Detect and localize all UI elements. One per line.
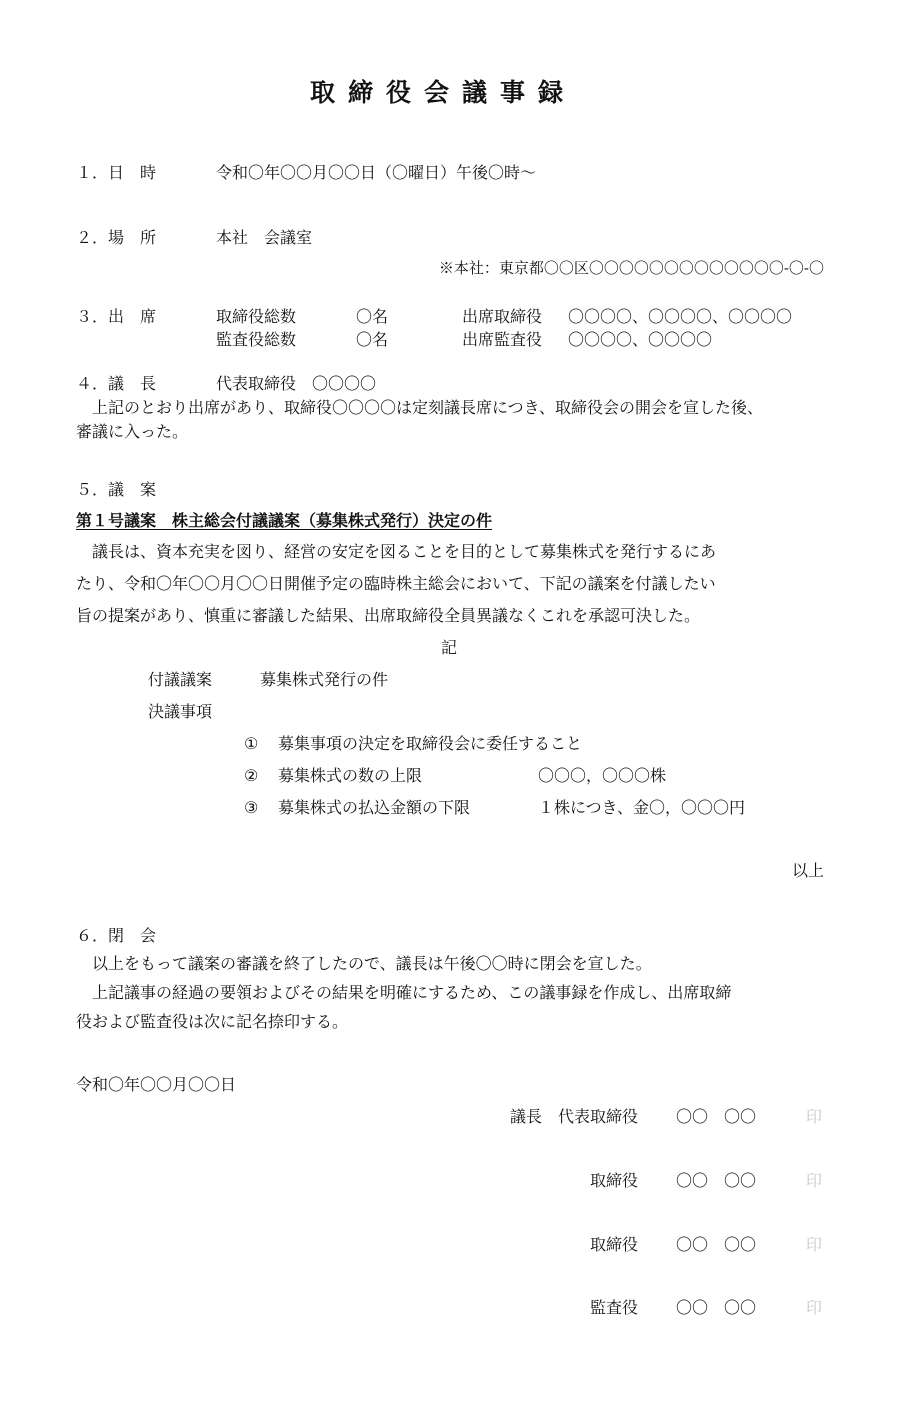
directors-total-value: 〇名 (356, 307, 389, 326)
chair-value: 代表取締役 〇〇〇〇 (216, 374, 377, 393)
signature-1-seal: 印 (806, 1107, 823, 1126)
resolution-item-3-value: １株につき、金〇，〇〇〇円 (538, 798, 746, 817)
proposal-label: 付議議案 (148, 670, 213, 689)
agenda-item-title: 第１号議案 株主総会付議議案（募集株式発行）決定の件 (76, 511, 493, 530)
signature-4-name: 〇〇 〇〇 (676, 1298, 757, 1317)
ki-marker: 記 (441, 638, 458, 657)
auditors-total-label: 監査役総数 (216, 330, 297, 349)
resolution-item-2-value: 〇〇〇，〇〇〇株 (538, 766, 667, 785)
directors-total-label: 取締役総数 (216, 307, 297, 326)
signature-3-name: 〇〇 〇〇 (676, 1235, 757, 1254)
datetime-value: 令和〇年〇〇月〇〇日（〇曜日）午後〇時～ (216, 163, 537, 182)
place-value: 本社 会議室 (216, 228, 313, 247)
chair-text-line1: 上記のとおり出席があり、取締役〇〇〇〇は定刻議長席につき、取締役会の開会を宣した後、 (92, 398, 764, 417)
agenda-label: ５．議 案 (76, 480, 157, 499)
agenda-end-mark: 以上 (791, 861, 824, 880)
resolution-item-1-text: 募集事項の決定を取締役会に委任すること (278, 734, 583, 753)
signature-3-seal: 印 (806, 1235, 823, 1254)
closing-label: ６．閉 会 (76, 926, 157, 945)
agenda-body-line2: たり、令和〇年〇〇月〇〇日開催予定の臨時株主総会において、下記の議案を付議したい (76, 574, 716, 593)
agenda-body-line1: 議長は、資本充実を図り、経営の安定を図ることを目的として募集株式を発行するにあ (92, 542, 717, 561)
resolution-item-1-num: ① (244, 734, 259, 753)
auditors-total-value: 〇名 (356, 330, 389, 349)
signature-1-role: 議長 代表取締役 (509, 1107, 638, 1126)
signature-4-role: 監査役 (589, 1298, 638, 1317)
agenda-body-line3: 旨の提案があり、慎重に審議した結果、出席取締役全員異議なくこれを承認可決した。 (76, 606, 701, 625)
proposal-value: 募集株式発行の件 (260, 670, 389, 689)
attendance-label: ３．出 席 (76, 307, 157, 326)
signature-4-seal: 印 (806, 1298, 823, 1317)
chair-text-line2: 審議に入った。 (76, 422, 189, 441)
present-directors-label: 出席取締役 (462, 307, 543, 326)
signature-3-role: 取締役 (589, 1235, 638, 1254)
present-auditors-value: 〇〇〇〇、〇〇〇〇 (568, 330, 713, 349)
place-label: ２．場 所 (76, 228, 157, 247)
resolution-item-3-text: 募集株式の払込金額の下限 (278, 798, 471, 817)
resolution-item-3-num: ③ (244, 798, 259, 817)
closing-line3: 役および監査役は次に記名捺印する。 (76, 1012, 349, 1031)
closing-line2: 上記議事の経過の要領およびその結果を明確にするため、この議事録を作成し、出席取締 (92, 983, 732, 1002)
resolution-label: 決議事項 (148, 702, 213, 721)
datetime-label: １．日 時 (76, 163, 157, 182)
signature-2-seal: 印 (806, 1171, 823, 1190)
chair-label: ４．議 長 (76, 374, 157, 393)
document-date: 令和〇年〇〇月〇〇日 (76, 1075, 237, 1094)
resolution-item-2-text: 募集株式の数の上限 (278, 766, 423, 785)
place-address-note: ※本社：東京都〇〇区〇〇〇〇〇〇〇〇〇〇〇〇〇-〇-〇 (438, 259, 824, 277)
present-directors-value: 〇〇〇〇、〇〇〇〇、〇〇〇〇 (568, 307, 793, 326)
page-title: 取締役会議事録 (310, 78, 577, 107)
signature-2-name: 〇〇 〇〇 (676, 1171, 757, 1190)
present-auditors-label: 出席監査役 (462, 330, 543, 349)
closing-line1: 以上をもって議案の審議を終了したので、議長は午後〇〇時に閉会を宣した。 (92, 954, 652, 973)
signature-2-role: 取締役 (589, 1171, 638, 1190)
resolution-item-2-num: ② (244, 766, 259, 785)
signature-1-name: 〇〇 〇〇 (676, 1107, 757, 1126)
